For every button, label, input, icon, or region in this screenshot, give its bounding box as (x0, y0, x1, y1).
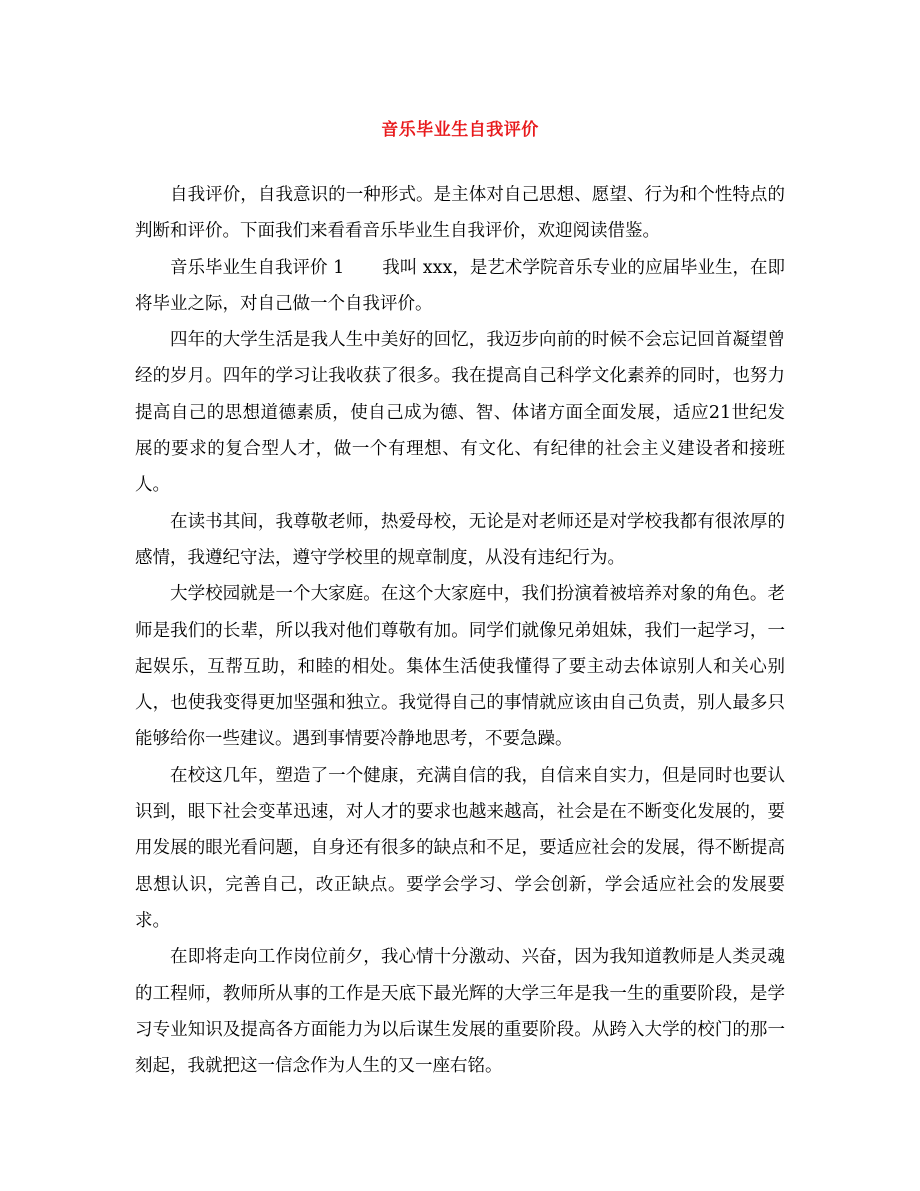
section-intro: 我叫 xxx，是艺术学院音乐专业的应届毕业生，在即将毕业之际，对自己做一个自我评价。 (135, 257, 785, 314)
document-body (135, 177, 785, 1084)
section-heading: 音乐毕业生自我评价 1 (170, 257, 345, 278)
paragraph-intro: 自我评价，自我意识的一种形式。是主体对自己思想、愿望、行为和个性特点的判断和评价。下面我们来看看音乐毕业生自我评价，欢迎阅读借鉴。 (135, 185, 785, 242)
paragraph-career: 在即将走向工作岗位前夕，我心情十分激动、兴奋，因为我知道教师是人类灵魂的工程师，教师所从事的工作是天底下最光辉的大学三年是我一生的重要阶段，是学习专业知识及提高各方面能力为以后谋生发展的重要阶段。从跨入大学的校门的那一刻起，我就把这一信念作为人生的又一座右铭。 (135, 947, 785, 1077)
document-title: 音乐毕业生自我评价 (381, 120, 539, 140)
paragraph-growth: 在校这几年，塑造了一个健康，充满自信的我，自信来自实力，但是同时也要认识到，眼下社会变革迅速，对人才的要求也越来越高，社会是在不断变化发展的，要用发展的眼光看问题，自身还有很多的缺点和不足，要适应社会的发展，得不断提高思想认识，完善自己，改正缺点。要学会学习、学会创新，学会适应社会的发展要求。 (135, 765, 785, 931)
paragraph-college-life: 四年的大学生活是我人生中美好的回忆，我迈步向前的时候不会忘记回首凝望曾经的岁月。四年的学习让我收获了很多。我在提高自己科学文化素养的同时，也努力提高自己的思想道德素质，使自己成为德、智、体诸方面全面发展，适应21世纪发展的要求的复合型人才，做一个有理想、有文化、有纪律的社会主义建设者和接班人。 (135, 330, 785, 496)
paragraph-studies: 在读书其间，我尊敬老师，热爱母校，无论是对老师还是对学校我都有很浓厚的感情，我遵纪守法，遵守学校里的规章制度，从没有违纪行为。 (135, 511, 785, 568)
paragraph-section-1 (135, 250, 785, 323)
paragraph-campus-family: 大学校园就是一个大家庭。在这个大家庭中，我们扮演着被培养对象的角色。老师是我们的长辈，所以我对他们尊敬有加。同学们就像兄弟姐妹，我们一起学习，一起娱乐，互帮互助，和睦的相处。集体生活使我懂得了要主动去体谅别人和关心别人，也使我变得更加坚强和独立。我觉得自己的事情就应该由自己负责，别人最多只能够给你一些建议。遇到事情要冷静地思考，不要急躁。 (135, 584, 785, 750)
